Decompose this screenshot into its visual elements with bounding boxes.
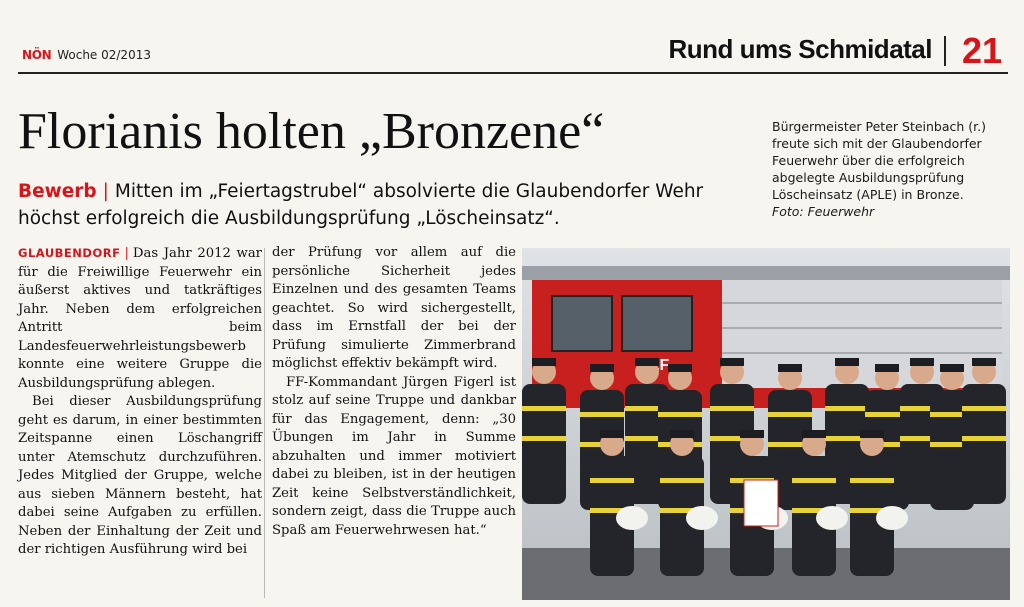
page-number: 21 — [961, 30, 1002, 71]
paragraph: FF-Kommandant Jürgen Figerl ist stolz auf seine Truppe und dankbar für das Engagement, denn: „30 Übungen im Jahr in Summe abzuhalten und immer motiviert dabei zu bleiben, ist in der heutigen Zeit keine Selbstverständlichkeit, sondern zeigt, dass die Truppe auch Spaß am Feuerwehrwesen hat.“ — [272, 374, 516, 538]
helmet — [816, 506, 848, 530]
dateline-divider: | — [124, 246, 129, 261]
masthead — [22, 48, 151, 62]
helmet — [616, 506, 648, 530]
article-column-1 — [18, 244, 262, 560]
photo-credit: Foto: Feuerwehr — [772, 204, 875, 219]
section-title: Rund ums Schmidatal — [668, 34, 932, 64]
article-column-2 — [272, 244, 516, 540]
dateline: GLAUBENDORF — [18, 246, 121, 260]
kicker-divider: | — [102, 181, 109, 202]
certificate — [744, 480, 778, 526]
caption-text: Bürgermeister Peter Steinbach (r.) freute sich mit der Glaubendorfer Feuerwehr über die erfolgreich abgelegte Ausbildungsprüfung Löscheinsatz (APLE) in Bronze. — [772, 119, 987, 202]
photo-caption — [772, 118, 1008, 220]
paragraph — [18, 244, 262, 393]
firefighters-photo — [522, 248, 1010, 600]
paragraph-text: Das Jahr 2012 war für die Freiwillige Feuerwehr ein äußerst aktives und tatkräftiges Jahr. Neben dem erfolgreichen Antritt beim Landesfeuerwehrleistungsbewerb konnte eine weitere Gruppe die Ausbildungsprüfung ablegen. — [18, 246, 262, 391]
article-photo — [522, 248, 1010, 600]
column-rule — [264, 248, 265, 598]
page-header — [18, 30, 1008, 74]
dek — [18, 178, 748, 232]
paragraph: der Prüfung vor allem auf die persönliche Sicherheit jedes Einzelnen und des gesamten Teams geachtet. So wird sichergestellt, dass im Ernstfall der bei der Prüfung simulierte Zimmerbrand möglichst effektiv bekämpft wird. — [272, 245, 516, 371]
dek-text: Mitten im „Feiertagstrubel“ absolvierte die Glaubendorfer Wehr höchst erfolgreich die Ausbildungsprüfung „Löscheinsatz“. — [18, 181, 704, 229]
header-divider — [944, 36, 946, 66]
brand-logo: NÖN — [22, 48, 52, 62]
issue-label: Woche 02/2013 — [57, 48, 151, 62]
headline: Florianis holten „Bronzene“ — [18, 103, 605, 160]
kicker: Bewerb — [18, 181, 97, 202]
helmet — [876, 506, 908, 530]
helmet — [686, 506, 718, 530]
paragraph: Bei dieser Ausbildungsprüfung geht es darum, in einer bestimmten Zeitspanne einen Löschangriff unter Atemschutz durchzuführen. Jedes Mitglied der Gruppe, welche aus sieben Männern besteht, hat dabei seine Aufgaben zu erfüllen. Neben der Einhaltung der Zeit und der richtigen Ausführung wird bei — [18, 394, 262, 557]
